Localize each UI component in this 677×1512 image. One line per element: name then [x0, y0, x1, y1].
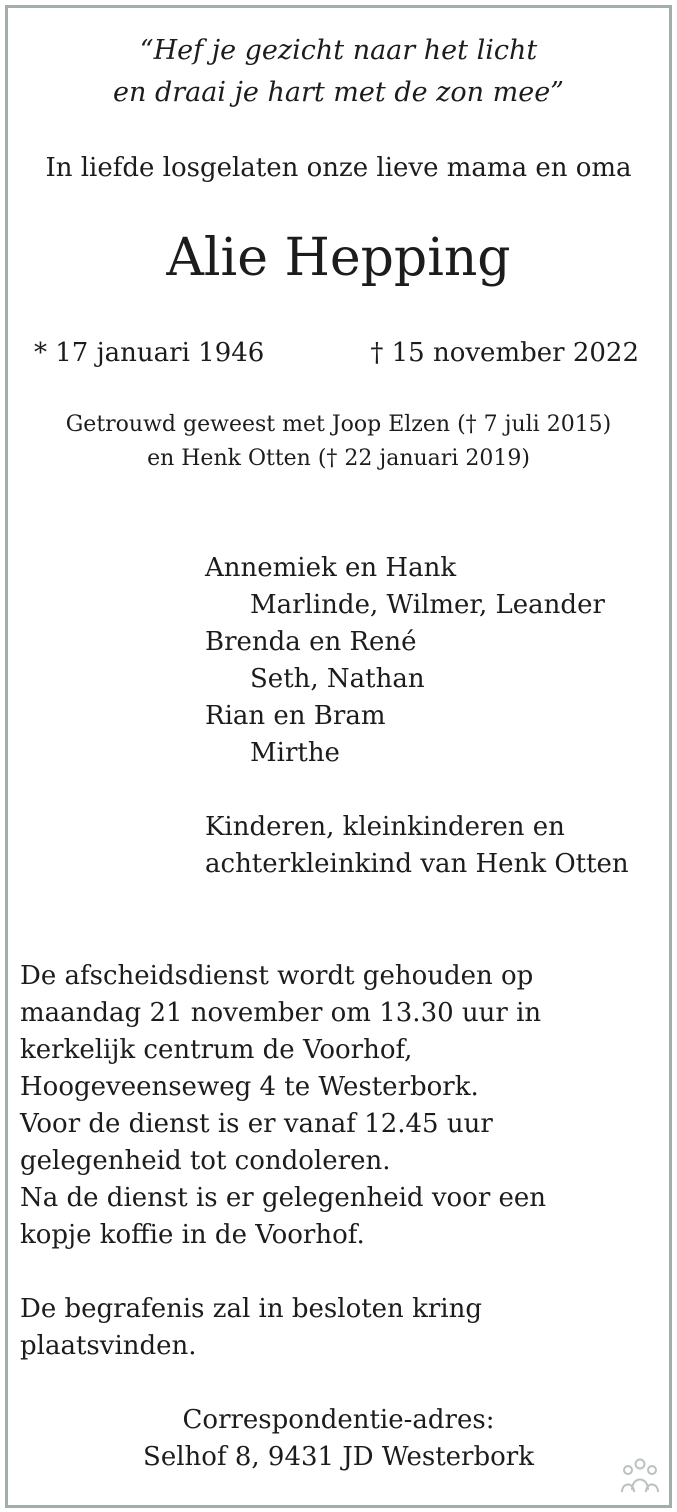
burial-line: De begrafenis zal in besloten kring: [20, 1294, 482, 1324]
intro-text: In liefde losgelaten onze lieve mama en oma: [45, 153, 632, 183]
service-line: Voor de dienst is er vanaf 12.45 uur: [20, 1109, 493, 1139]
correspondence-label: Correspondentie-adres:: [182, 1405, 495, 1435]
family-member: Mirthe: [250, 738, 340, 768]
service-line: Na de dienst is er gelegenheid voor een: [20, 1183, 547, 1213]
service-line: De afscheidsdienst wordt gehouden op: [20, 961, 534, 991]
family-member: Marlinde, Wilmer, Leander: [250, 590, 605, 620]
stepfamily-line-2: achterkleinkind van Henk Otten: [205, 849, 629, 879]
married-line-2: en Henk Otten († 22 januari 2019): [147, 446, 530, 471]
family-member: Brenda en René: [205, 627, 417, 657]
people-group-icon: [618, 1456, 662, 1496]
service-line: maandag 21 november om 13.30 uur in: [20, 998, 542, 1028]
birth-date: * 17 januari 1946: [34, 338, 265, 368]
deceased-name: Alie Hepping: [166, 228, 511, 288]
service-line: kopje koffie in de Voorhof.: [20, 1220, 365, 1250]
death-date: † 15 november 2022: [370, 338, 639, 368]
service-line: gelegenheid tot condoleren.: [20, 1146, 391, 1176]
service-line: Hoogeveenseweg 4 te Westerbork.: [20, 1072, 479, 1102]
quote-line-1: “Hef je gezicht naar het licht: [139, 35, 538, 66]
burial-line: plaatsvinden.: [20, 1331, 197, 1361]
quote-line-2: en draai je hart met de zon mee”: [113, 77, 564, 108]
married-line-1: Getrouwd geweest met Joop Elzen († 7 juli 2015): [65, 412, 612, 437]
stepfamily-line-1: Kinderen, kleinkinderen en: [205, 812, 565, 842]
family-member: Seth, Nathan: [250, 664, 425, 694]
correspondence-address: Selhof 8, 9431 JD Westerbork: [143, 1442, 534, 1472]
service-line: kerkelijk centrum de Voorhof,: [20, 1035, 413, 1065]
family-member: Annemiek en Hank: [205, 553, 457, 583]
family-member: Rian en Bram: [205, 701, 386, 731]
